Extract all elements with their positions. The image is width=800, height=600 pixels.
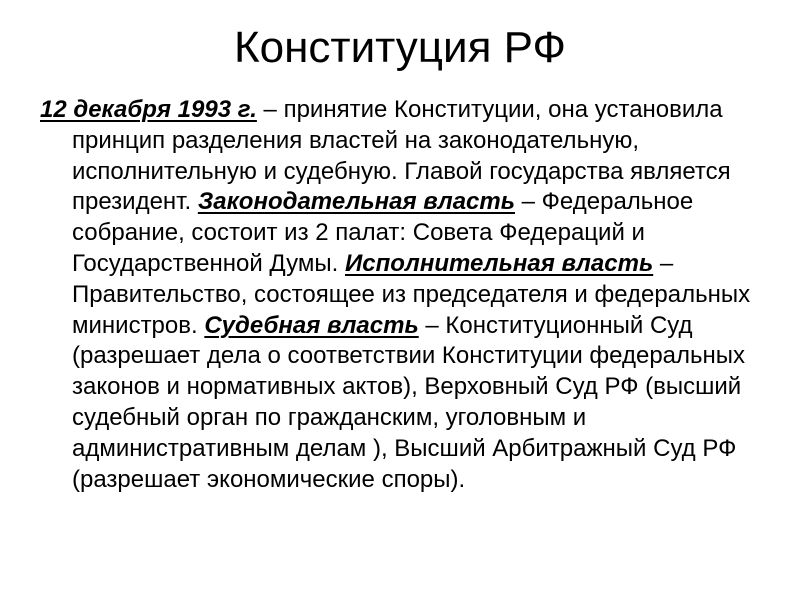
legislative-text: – Федеральное собрание, состоит из 2 палат: Совета Федераций и Государственной Думы. <box>72 188 694 277</box>
judicial-label: Судебная власть <box>204 311 419 339</box>
date-highlight: 12 декабря 1993 г. <box>40 96 257 123</box>
executive-label: Исполнительная власть <box>345 249 654 277</box>
executive-text: – Правительство, состоящее из председателя и федеральных министров. <box>72 249 751 339</box>
legislative-label: Законодательная власть <box>197 188 515 216</box>
intro-text: – принятие Конституции, она установила принцип разделения властей на законодательную, исполнительную и судебную. Главой государства является президент. <box>72 96 731 216</box>
slide-title: Конституция РФ <box>234 23 566 72</box>
constitution-paragraph <box>40 95 765 495</box>
judicial-text: – Конституционный Суд (разрешает дела о соответствии Конституции федеральных законов и нормативных актов), Верховный Суд РФ (высший судебный орган по гражданским, уголовным и административным делам ), Высший Арбитражный Суд РФ (разрешает экономические споры). <box>72 311 746 493</box>
slide-content <box>40 95 765 495</box>
